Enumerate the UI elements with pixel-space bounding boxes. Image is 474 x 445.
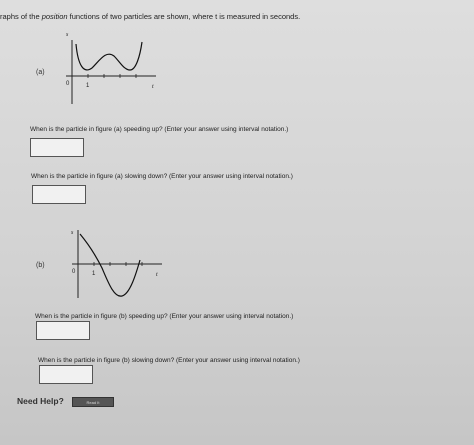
- graph-b-tick-label: 1: [92, 271, 96, 277]
- read-it-button[interactable]: Read It: [72, 397, 114, 407]
- graph-a-curve: [76, 42, 142, 70]
- intro-prefix: raphs of the: [0, 12, 42, 21]
- graph-a: [50, 26, 170, 106]
- graph-b: [56, 216, 176, 302]
- graph-b-axis-y: s: [71, 230, 74, 236]
- answer-a-speeding-input[interactable]: [30, 138, 84, 157]
- question-a-speeding: When is the particle in figure (a) speeding up? (Enter your answer using interval notation.): [30, 126, 289, 133]
- answer-a-slowing-input[interactable]: [32, 185, 86, 204]
- graph-a-label: (a): [36, 69, 45, 76]
- graph-a-origin: 0: [66, 81, 70, 87]
- problem-intro: [0, 12, 300, 21]
- intro-italic: position: [41, 12, 68, 21]
- intro-suffix: functions of two particles are shown, where t is measured in seconds.: [67, 12, 301, 21]
- graph-b-origin: 0: [72, 269, 76, 275]
- graph-b-label: (b): [36, 262, 45, 269]
- question-a-slowing: When is the particle in figure (a) slowing down? (Enter your answer using interval notation.): [31, 173, 293, 180]
- question-b-speeding: When is the particle in figure (b) speeding up? (Enter your answer using interval notation.): [35, 313, 294, 320]
- graph-b-axis-x: t: [156, 272, 158, 278]
- graph-a-tick-label: 1: [86, 83, 90, 89]
- need-help-label: Need Help?: [17, 396, 64, 406]
- question-b-slowing: When is the particle in figure (b) slowing down? (Enter your answer using interval notation.): [38, 357, 300, 364]
- graph-a-axis-y: s: [66, 32, 69, 38]
- graph-a-axis-x: t: [152, 84, 154, 90]
- answer-b-speeding-input[interactable]: [36, 321, 90, 340]
- answer-b-slowing-input[interactable]: [39, 365, 93, 384]
